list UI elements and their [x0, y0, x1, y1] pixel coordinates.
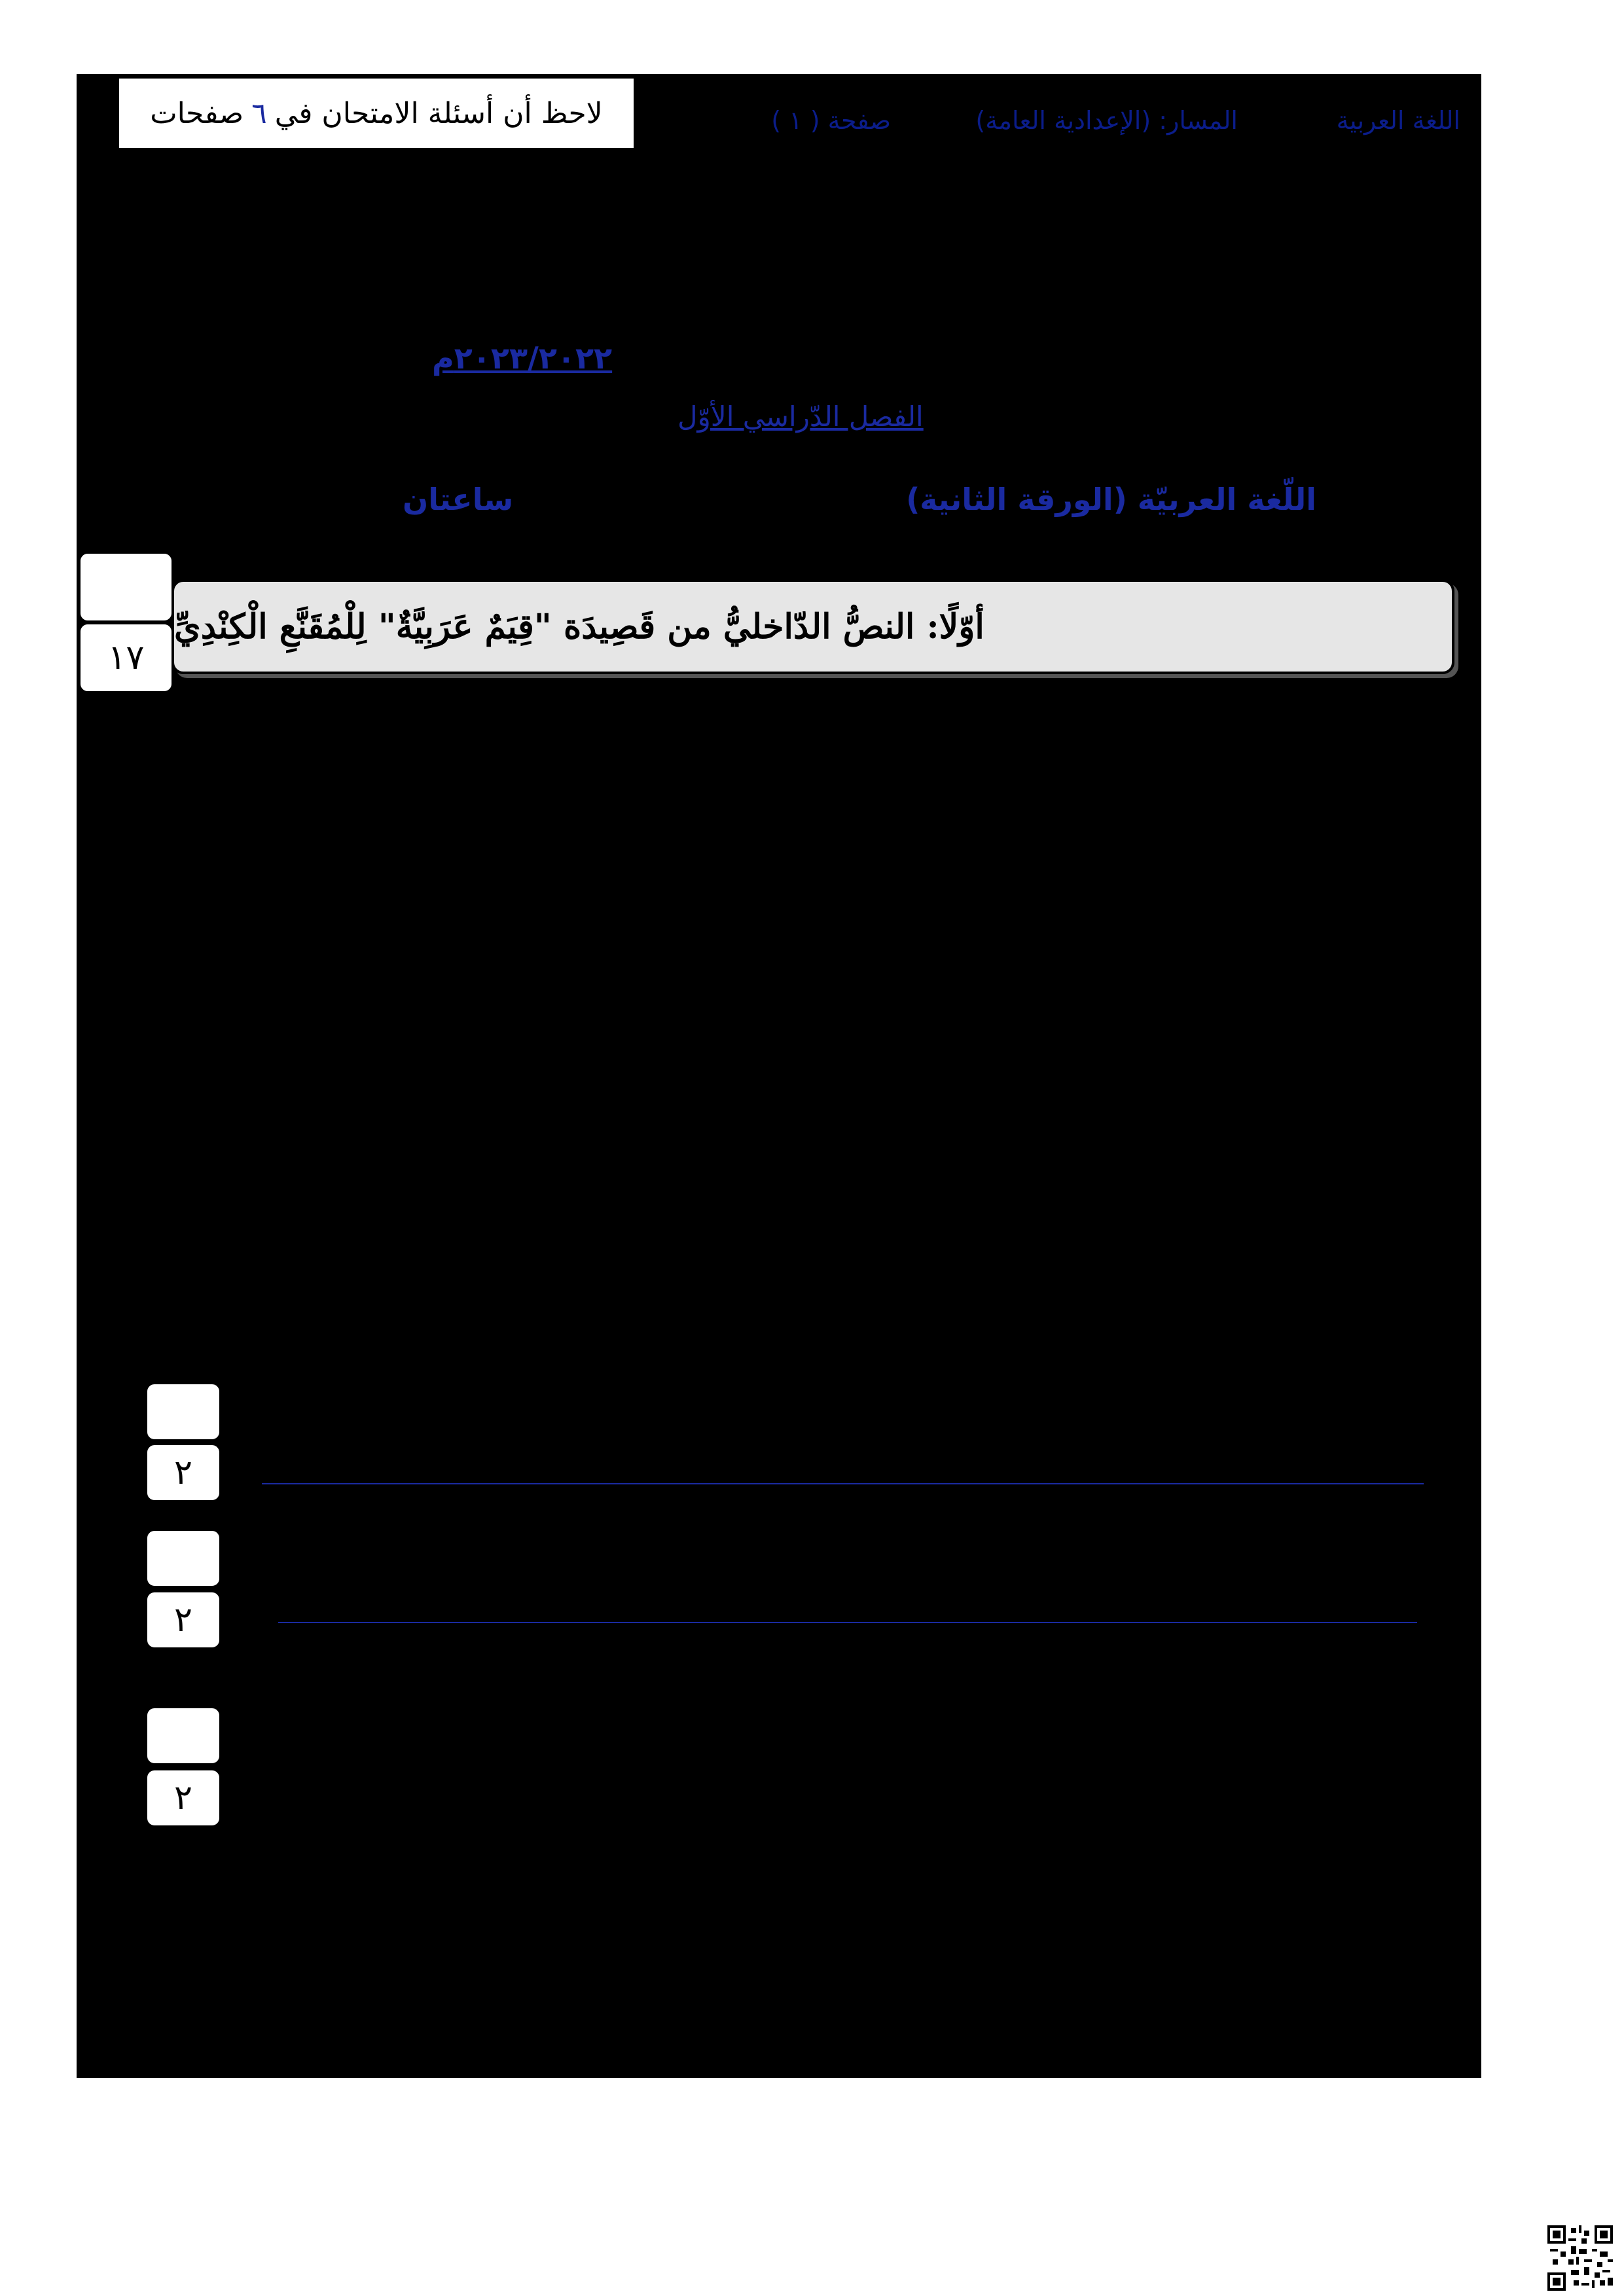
paper-title: اللّغة العربيّة (الورقة الثانية) — [906, 482, 1316, 517]
question-1-score: ٢ — [174, 1453, 192, 1492]
section-title-bar — [171, 579, 1454, 674]
question-3-score: ٢ — [174, 1778, 192, 1818]
exam-sheet — [77, 74, 1481, 2078]
section-total-score: ١٧ — [107, 638, 145, 677]
question-3-score-blank-box — [145, 1706, 221, 1765]
section-title: أوّلًا: النصُّ الدّاخليُّ من قَصِيدَة "قِيَمٌ عَرَبِيَّةٌ" لِلْمُقَنَّعِ الْكِنْدِيِّ — [174, 607, 984, 647]
header-subject: اللغة العربية — [1336, 106, 1460, 135]
academic-year: ٢٠٢٣/٢٠٢٢م — [432, 340, 613, 376]
question-1-score-box — [145, 1443, 221, 1502]
qr-code — [1547, 2225, 1613, 2291]
header-page-number: صفحة ( ١ ) — [771, 106, 891, 135]
notice-page-count: ٦ — [251, 96, 267, 130]
question-2-score-blank-box — [145, 1529, 221, 1588]
pages-notice — [118, 77, 635, 149]
question-2-score: ٢ — [174, 1600, 192, 1640]
header-track: المسار: (الإعدادية العامة) — [975, 106, 1238, 135]
section-total-score-box — [79, 622, 173, 693]
exam-duration: ساعتان — [403, 482, 514, 517]
question-3-score-box — [145, 1768, 221, 1827]
question-2-answer-line[interactable] — [278, 1622, 1417, 1623]
section-score-blank-box — [79, 552, 173, 622]
question-1-answer-line[interactable] — [262, 1483, 1424, 1484]
notice-suffix: صفحات — [150, 96, 244, 130]
question-1-score-blank-box — [145, 1382, 221, 1441]
question-2-score-box — [145, 1590, 221, 1649]
notice-prefix: لاحظ أن أسئلة الامتحان في — [274, 96, 603, 130]
semester: الفصل الدّراسي الأوّل — [677, 401, 924, 433]
